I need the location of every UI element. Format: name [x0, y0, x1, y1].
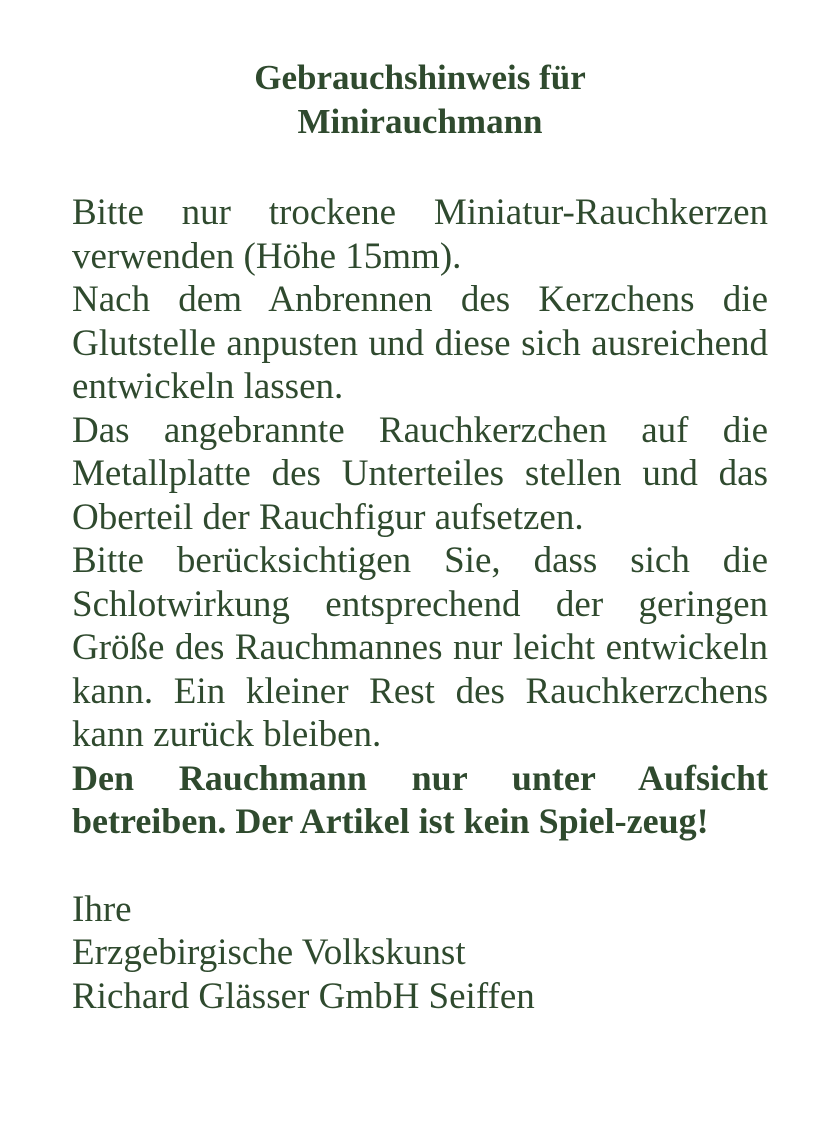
instruction-sheet — [72, 56, 768, 1018]
safety-warning: Den Rauchmann nur unter Aufsicht betreiben. Der Artikel ist kein Spiel-zeug! — [72, 757, 768, 841]
instruction-paragraph-candles: Bitte nur trockene Miniatur-Rauchkerzen verwenden (Höhe 15mm). — [72, 192, 768, 277]
instruction-body — [72, 191, 768, 844]
signature-company: Erzgebirgische Volkskunst — [72, 932, 466, 973]
page-title — [72, 56, 768, 144]
signature-company-name: Richard Glässer GmbH Seiffen — [72, 975, 535, 1017]
instruction-paragraph-chimney: Bitte berücksichtigen Sie, dass sich die Schlotwirkung entsprechend der geringen Größe des Rauchmannes nur leicht entwickeln kann. Ein kleiner Rest des Rauchkerzchens kann zurück bleiben. — [72, 540, 768, 755]
title-line-1: Gebrauchshinweis für — [254, 58, 586, 97]
instruction-paragraph-placement: Das angebrannte Rauchkerzchen auf die Metallplatte des Unterteiles stellen und das Oberteil der Rauchfigur aufsetzen. — [72, 409, 768, 538]
instruction-paragraph-lighting: Nach dem Anbrennen des Kerzchens die Glutstelle anpusten und diese sich ausreichend entwickeln lassen. — [72, 279, 768, 407]
signature-block — [72, 888, 768, 1019]
title-line-2: Minirauchmann — [297, 102, 543, 141]
signature-greeting: Ihre — [72, 888, 132, 930]
